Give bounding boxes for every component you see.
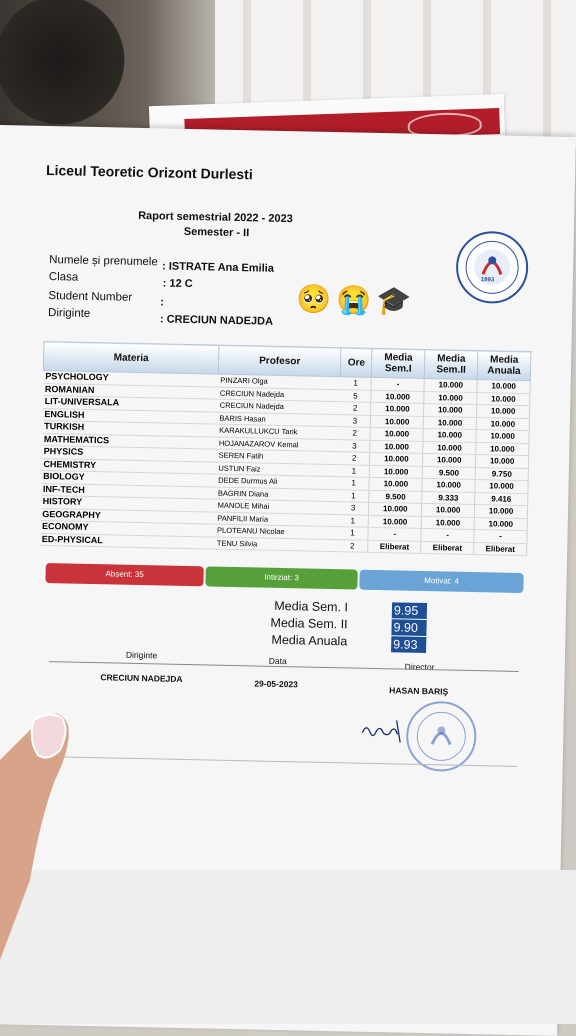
class-label: Clasa (48, 271, 79, 284)
col-header-sem2: Media Sem.II (425, 349, 478, 379)
school-seal-logo (454, 230, 530, 306)
annual-grade-cell: 10.000 (474, 517, 527, 531)
sem2-grade-cell: 10.000 (423, 441, 476, 455)
teacher-cell: KARAKULLUKCU Tarik (217, 424, 339, 439)
teacher-cell: MANOLE Mihai (215, 499, 337, 514)
subject-cell: HISTORY (40, 495, 215, 511)
pleading-face-emoji: 🥺 (296, 283, 332, 315)
sem1-grade-cell: 10.000 (371, 402, 424, 416)
graduation-cap-emoji: 🎓 (376, 284, 412, 317)
subject-cell: BIOLOGY (41, 470, 216, 486)
sem2-grade-cell: 10.000 (424, 403, 477, 417)
hours-cell: 3 (339, 414, 370, 427)
name-value: : ISTRATE Ana Emilia (161, 260, 275, 275)
sem2-grade-cell: 10.000 (421, 516, 474, 530)
annual-grade-cell: - (474, 530, 527, 544)
report-title: Raport semestrial 2022 - 2023 (138, 209, 293, 226)
avg-sem1-label: Media Sem. I (274, 598, 349, 615)
sig-diriginte-label: Diriginte (125, 649, 158, 661)
sem1-grade-cell: 10.000 (370, 440, 423, 454)
teacher-cell: CRECIUN Nadejda (218, 399, 340, 414)
hours-cell: 5 (340, 389, 371, 402)
avg-annual-label: Media Anuala (271, 632, 348, 649)
teacher-cell: PLOTEANU Nicolae (215, 524, 337, 539)
avg-sem2-value: 9.90 (391, 619, 426, 636)
teacher-cell: BARIS Hasan (217, 412, 339, 427)
annual-grade-cell: 9.750 (475, 467, 528, 481)
sem2-grade-cell: 9.333 (422, 491, 475, 505)
motivated-badge: Motivat: 4 (359, 570, 523, 593)
school-stamp (405, 700, 478, 773)
background-object (0, 0, 140, 130)
subject-cell: ECONOMY (40, 520, 215, 536)
col-header-sem1: Media Sem.I (372, 348, 425, 378)
sem1-grade-cell: 10.000 (370, 452, 423, 466)
sem1-grade-cell: 10.000 (369, 477, 422, 491)
teacher-cell: PINZARI Olga (218, 374, 340, 389)
director-signature (360, 715, 406, 746)
subject-cell: ROMANIAN (43, 383, 218, 399)
teacher-cell: USTUN Faiz (216, 462, 338, 477)
student-number-label: Student Number (48, 290, 133, 304)
col-header-profesor: Profesor (218, 345, 341, 377)
teacher-cell: HOJANAZAROV Kemal (217, 437, 339, 452)
avg-sem1-value: 9.95 (392, 602, 427, 619)
late-badge: Intirziat: 3 (205, 566, 357, 589)
annual-grade-cell: 10.000 (476, 442, 529, 456)
teacher-cell: CRECIUN Nadejda (218, 387, 340, 402)
subject-cell: ENGLISH (42, 408, 217, 424)
seal-year: 1993 (480, 277, 495, 284)
sig-date-value: 29-05-2023 (254, 678, 298, 690)
sig-director-label: Director (404, 661, 435, 673)
teacher-cell: SEREN Fatih (217, 449, 339, 464)
diriginte-value: : CRECIUN NADEJDA (159, 313, 274, 328)
hand-holding-paper (0, 700, 90, 1024)
annual-grade-cell: 10.000 (476, 417, 529, 431)
annual-grade-cell: Eliberat (474, 542, 527, 556)
annual-grade-cell: 10.000 (477, 380, 530, 394)
sem2-grade-cell: - (421, 528, 474, 542)
subject-cell: INF-TECH (41, 483, 216, 499)
sem2-grade-cell: 10.000 (422, 478, 475, 492)
sem1-grade-cell: Eliberat (368, 540, 421, 554)
hours-cell: 2 (339, 427, 370, 440)
hours-cell: 1 (338, 477, 369, 490)
hours-cell: 2 (340, 402, 371, 415)
teacher-cell: DEDE Durmus Ali (216, 474, 338, 489)
student-number-value: : (160, 296, 165, 309)
sem1-grade-cell: 10.000 (370, 427, 423, 441)
hours-cell: 3 (339, 439, 370, 452)
sem2-grade-cell: 10.000 (423, 453, 476, 467)
subject-cell: GEOGRAPHY (40, 508, 215, 524)
col-header-ore: Ore (341, 348, 373, 378)
teacher-cell: PANFILII Maria (215, 512, 337, 527)
sig-diriginte-name: CRECIUN NADEJDA (100, 672, 183, 684)
sem1-grade-cell: 10.000 (370, 465, 423, 479)
hours-cell: 2 (339, 452, 370, 465)
col-header-anuala: Media Anuala (477, 351, 531, 381)
absent-badge: Absent: 35 (45, 563, 203, 586)
col-header-materia: Materia (43, 341, 219, 374)
sem2-grade-cell: 10.000 (423, 416, 476, 430)
semester-label: Semester - II (183, 225, 250, 240)
sem1-grade-cell: 10.000 (371, 390, 424, 404)
sem2-grade-cell: 10.000 (424, 391, 477, 405)
teacher-cell: BAGRIN Diana (216, 487, 338, 502)
grades-table (39, 341, 531, 556)
grades-table-body (40, 370, 531, 555)
annual-grade-cell: 10.000 (476, 455, 529, 469)
class-value: : 12 C (162, 277, 193, 291)
avg-sem2-label: Media Sem. II (270, 615, 348, 632)
teacher-cell: TENU Silvia (215, 537, 337, 552)
annual-grade-cell: 9.416 (475, 492, 528, 506)
sem2-grade-cell: 10.000 (422, 503, 475, 517)
annual-grade-cell: 10.000 (476, 430, 529, 444)
sem1-grade-cell: - (371, 377, 424, 391)
sem2-grade-cell: 10.000 (424, 378, 477, 392)
sig-director-name: HASAN BARIŞ (389, 685, 449, 697)
subject-cell: TURKISH (42, 420, 217, 436)
sem1-grade-cell: - (368, 527, 421, 541)
subject-cell: ED-PHYSICAL (40, 533, 215, 549)
hours-cell: 1 (337, 527, 368, 540)
sem1-grade-cell: 10.000 (369, 515, 422, 529)
avg-annual-value: 9.93 (391, 636, 426, 653)
subject-cell: PHYSICS (42, 445, 217, 461)
diriginte-label: Diriginte (47, 307, 91, 320)
sem2-grade-cell: 10.000 (423, 428, 476, 442)
hours-cell: 1 (338, 489, 369, 502)
sem2-grade-cell: Eliberat (421, 541, 474, 555)
hours-cell: 1 (340, 377, 371, 390)
crying-face-emoji: 😭 (336, 284, 372, 316)
annual-grade-cell: 10.000 (474, 505, 527, 519)
subject-cell: MATHEMATICS (42, 433, 217, 449)
hours-cell: 1 (337, 514, 368, 527)
hours-cell: 3 (338, 502, 369, 515)
sem1-grade-cell: 9.500 (369, 490, 422, 504)
sig-date-label: Data (268, 655, 287, 667)
sem1-grade-cell: 10.000 (371, 415, 424, 429)
subject-cell: LIT-UNIVERSALA (43, 395, 218, 411)
annual-grade-cell: 10.000 (475, 480, 528, 494)
name-label: Numele și prenumele (49, 254, 158, 269)
subject-cell: PSYCHOLOGY (43, 370, 218, 386)
hours-cell: 2 (337, 539, 368, 552)
annual-grade-cell: 10.000 (477, 392, 530, 406)
annual-grade-cell: 10.000 (477, 405, 530, 419)
sem1-grade-cell: 10.000 (369, 502, 422, 516)
school-name: Liceul Teoretic Orizont Durlesti (45, 161, 253, 183)
subject-cell: CHEMISTRY (41, 458, 216, 474)
sem2-grade-cell: 9.500 (422, 466, 475, 480)
hours-cell: 1 (338, 464, 369, 477)
